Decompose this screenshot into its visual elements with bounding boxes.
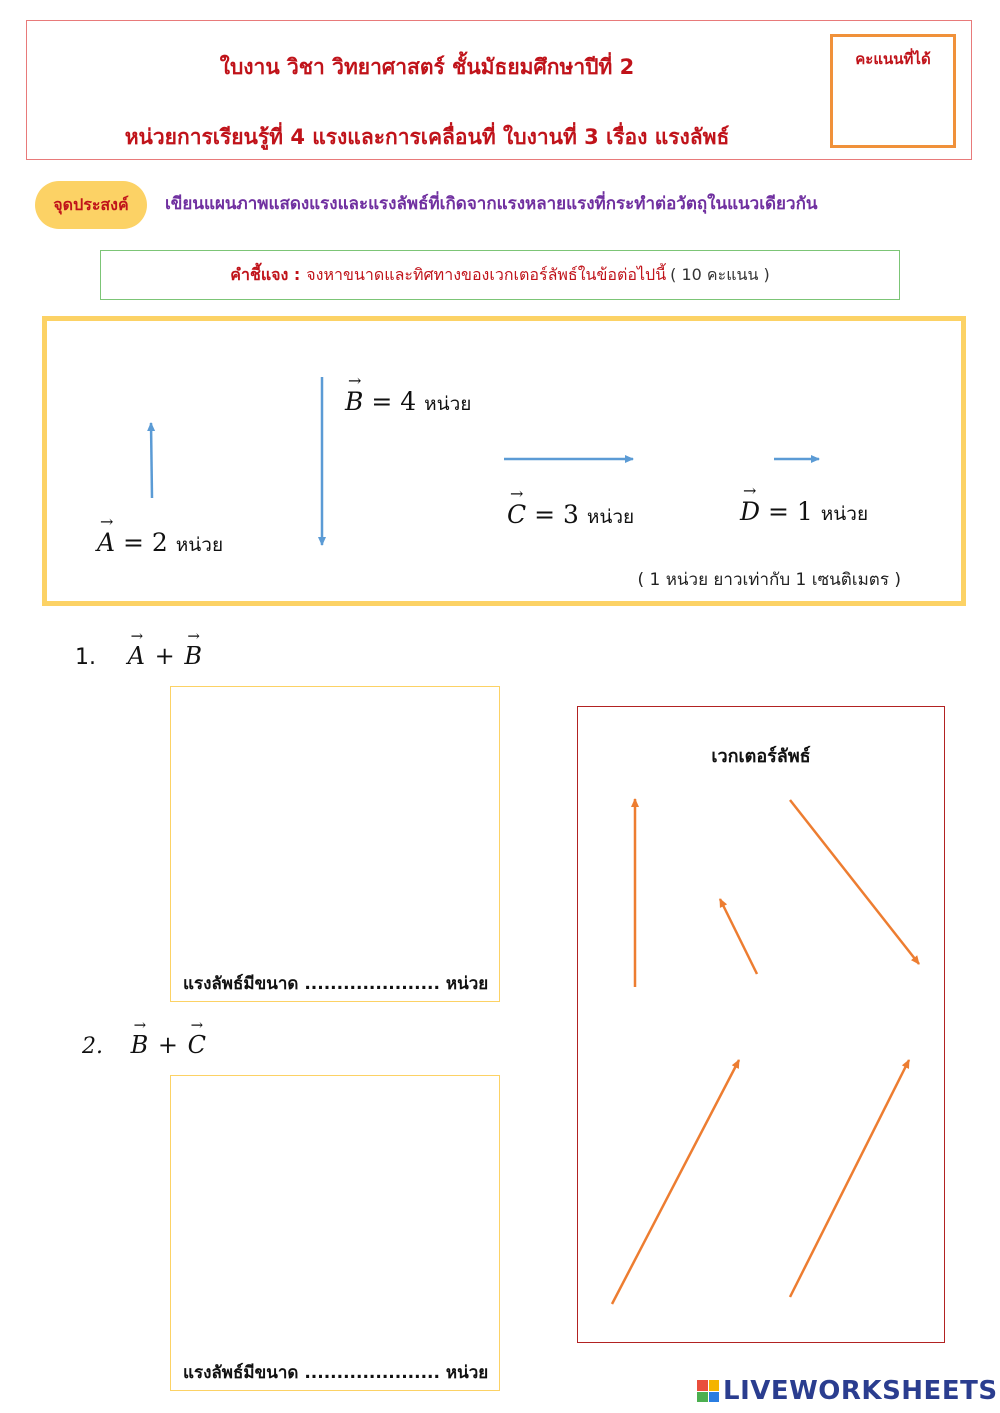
vector-a-arrow bbox=[151, 423, 152, 498]
vector-a-label bbox=[97, 528, 223, 560]
vector-d-unit: หน่วย bbox=[820, 503, 869, 525]
worksheet-title: ใบงาน วิชา วิทยาศาสตร์ ชั้นมัธยมศึกษาปีที่ 2 bbox=[219, 55, 635, 79]
question-1-label bbox=[75, 642, 204, 670]
worksheet-subtitle: หน่วยการเรียนรู้ที่ 4 แรงและการเคลื่อนที่ ใบงานที่ 3 เรื่อง แรงลัพธ์ bbox=[124, 125, 730, 149]
vector-b-symbol: → B bbox=[345, 387, 363, 416]
question-2-vector-b: → B bbox=[131, 1031, 149, 1059]
objective-badge: จุดประสงค์ bbox=[35, 181, 147, 229]
vector-d-value: = 1 bbox=[768, 497, 813, 526]
vector-b-label bbox=[345, 387, 471, 419]
draggable-vector-long-diagonal-left[interactable] bbox=[612, 1060, 739, 1304]
liveworksheets-logo-text: LIVEWORKSHEETS bbox=[723, 1376, 998, 1406]
vector-a-symbol: → A bbox=[97, 528, 115, 557]
vector-a-value: = 2 bbox=[123, 528, 168, 557]
question-1-operator: + bbox=[154, 642, 175, 670]
vector-c-value: = 3 bbox=[534, 500, 579, 529]
question-2-number: 2. bbox=[82, 1034, 103, 1059]
question-1-answer-line: แรงลัพธ์มีขนาด ..................... หน่วย bbox=[183, 974, 489, 994]
result-panel-title: เวกเตอร์ลัพธ์ bbox=[711, 746, 811, 767]
question-2-drawing-area[interactable] bbox=[170, 1075, 500, 1391]
instruction-label: คำชี้แจง : bbox=[230, 264, 301, 284]
draggable-vector-long-diagonal-right[interactable] bbox=[790, 1060, 909, 1297]
vector-a-unit: หน่วย bbox=[175, 534, 224, 556]
vector-b-value: = 4 bbox=[371, 387, 417, 416]
draggable-vector-down-right[interactable] bbox=[790, 800, 919, 964]
result-vectors-panel bbox=[577, 706, 945, 1343]
instruction-text: จงหาขนาดและทิศทางของเวกเตอร์ลัพธ์ในข้อต่อไปนี้ bbox=[306, 264, 667, 284]
question-2-vector-c: → C bbox=[188, 1031, 206, 1059]
vector-c-label bbox=[507, 500, 634, 532]
scale-note: ( 1 หน่วย ยาวเท่ากับ 1 เซนติเมตร ) bbox=[637, 570, 901, 590]
question-1-vector-a: → A bbox=[128, 642, 145, 670]
question-1-vector-b: → B bbox=[184, 642, 202, 670]
question-2-answer-line: แรงลัพธ์มีขนาด ..................... หน่วย bbox=[183, 1363, 489, 1383]
given-vectors-panel bbox=[42, 316, 966, 606]
result-vectors-drawing bbox=[578, 707, 944, 1342]
score-box bbox=[830, 34, 956, 148]
vector-c-unit: หน่วย bbox=[586, 506, 635, 528]
instruction-box bbox=[100, 250, 900, 300]
liveworksheets-logo-icon bbox=[697, 1380, 719, 1402]
liveworksheets-logo bbox=[697, 1376, 998, 1406]
question-1-drawing-area[interactable] bbox=[170, 686, 500, 1002]
instruction-points: ( 10 คะแนน ) bbox=[670, 264, 770, 284]
vector-b-unit: หน่วย bbox=[424, 393, 472, 415]
score-label: คะแนนที่ได้ bbox=[855, 50, 931, 68]
vector-d-symbol: → D bbox=[740, 497, 760, 526]
vector-d-label bbox=[740, 497, 868, 529]
draggable-vector-short-diagonal[interactable] bbox=[720, 899, 757, 974]
question-2-operator: + bbox=[157, 1031, 179, 1059]
question-1-number: 1. bbox=[75, 645, 96, 670]
vector-c-symbol: → C bbox=[507, 500, 526, 529]
question-2-label bbox=[82, 1031, 208, 1059]
objective-text: เขียนแผนภาพแสดงแรงและแรงลัพธ์ที่เกิดจากแรงหลายแรงที่กระทำต่อวัตถุในแนวเดียวกัน bbox=[165, 194, 818, 214]
